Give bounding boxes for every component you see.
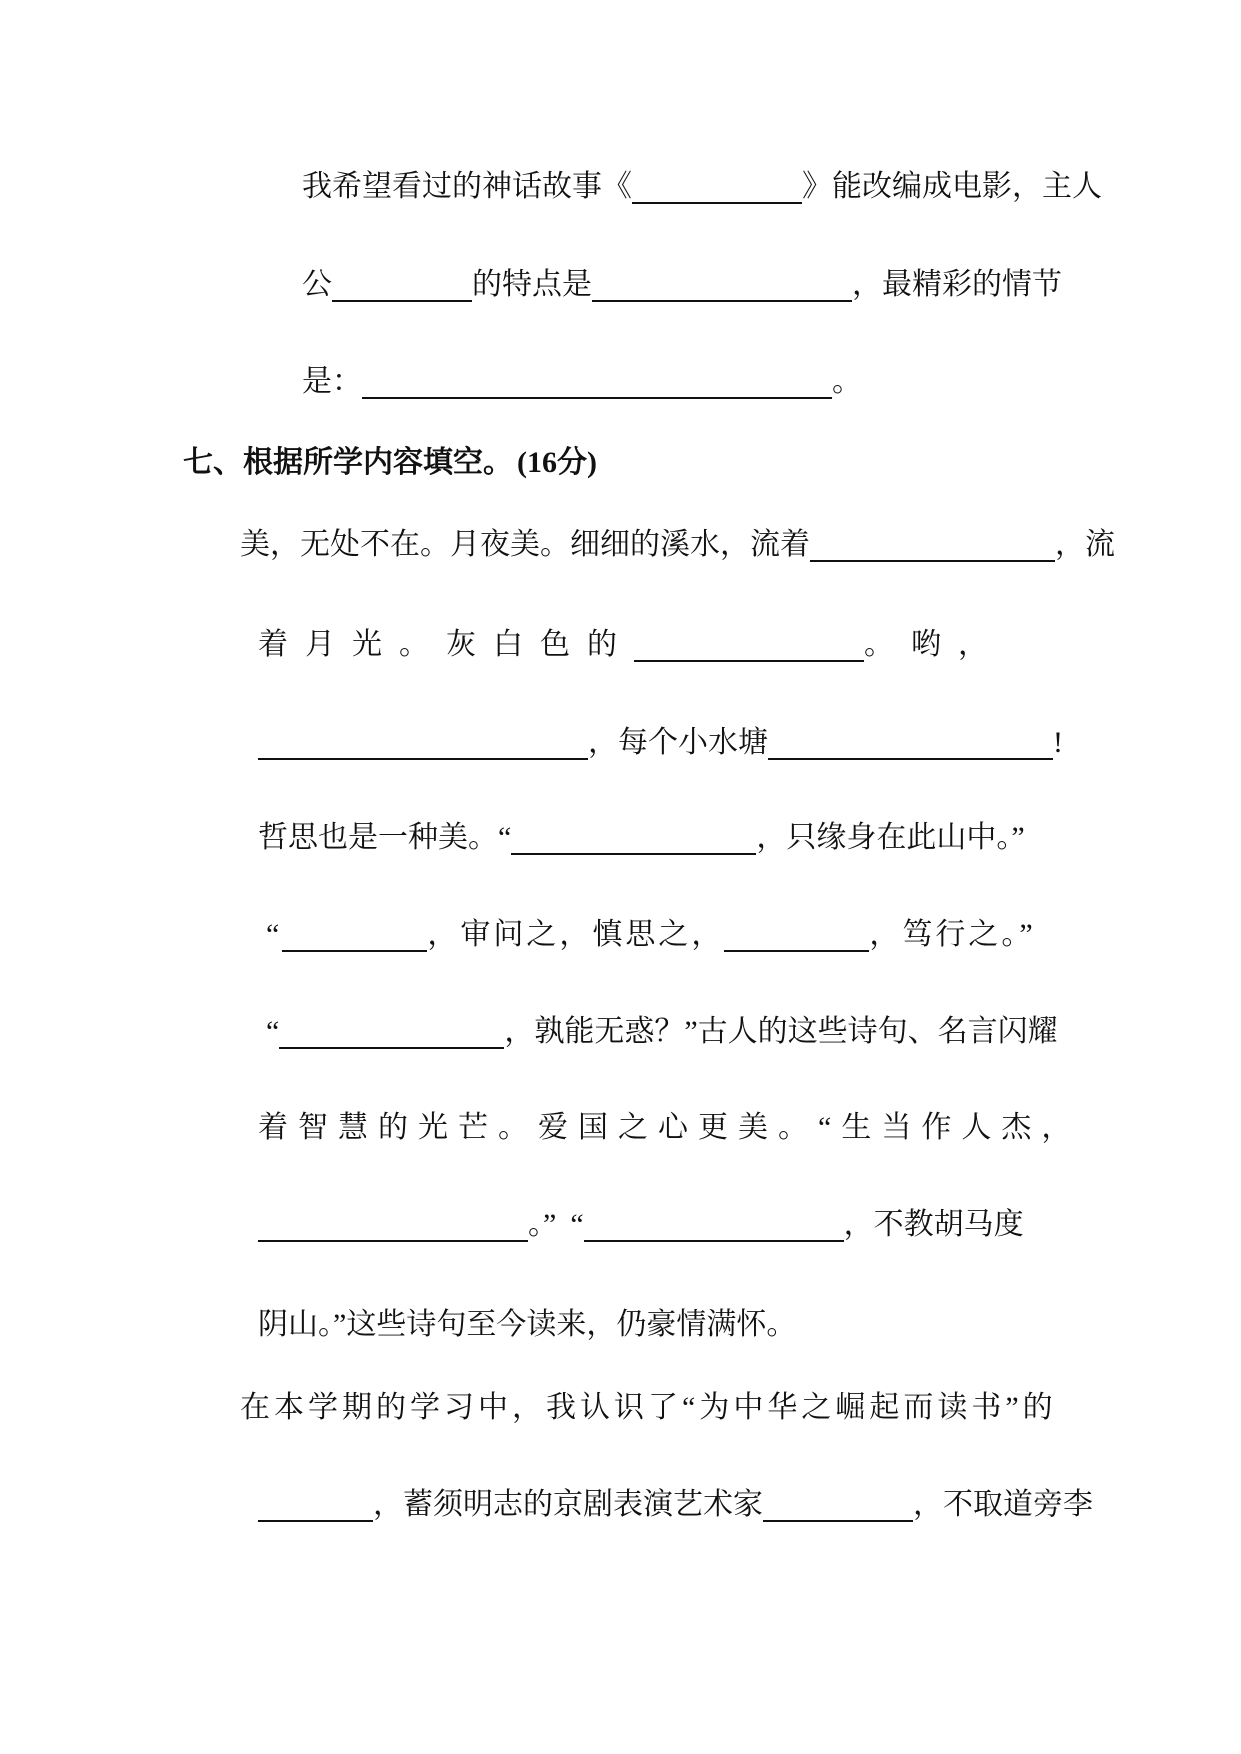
question7-p1-line-6 (266, 1011, 1058, 1053)
text-segment: ，最精彩的情节 (852, 268, 1062, 301)
text-segment: ，每个小水塘 (588, 726, 768, 759)
text-segment: “ (266, 918, 283, 951)
question6-line-3 (302, 361, 862, 403)
text-segment: ! (1053, 726, 1063, 759)
fill-in-blank (279, 1043, 504, 1049)
text-segment: ，孰能无惑？”古人的这些诗句、名言闪耀 (504, 1015, 1058, 1048)
question7-p1-line-1 (240, 524, 1115, 566)
text-segment: ，不教胡马度 (843, 1208, 1024, 1241)
question7-p1-line-3 (258, 722, 1063, 764)
fill-in-blank (258, 754, 588, 760)
question7-p1-line-8 (258, 1204, 1024, 1246)
text-segment: ，不取道旁李 (913, 1488, 1093, 1521)
text-segment: ，只缘身在此山中。” (756, 821, 1025, 854)
question7-p1-line-4 (258, 817, 1025, 859)
text-segment: “ (570, 1208, 584, 1241)
fill-in-blank (634, 656, 864, 662)
text-segment: ，流 (1055, 528, 1115, 561)
fill-in-blank (768, 754, 1053, 760)
text-segment: 。” (528, 1208, 557, 1241)
text-segment: 》能改编成电影，主人 (802, 170, 1102, 203)
text-segment: 在本学期的学习中，我认识了“为中华之崛起而读书”的 (240, 1391, 1057, 1424)
text-segment: 是： (302, 365, 362, 398)
fill-in-blank (282, 946, 427, 952)
text-segment: ，蓄须明志的京剧表演艺术家 (373, 1488, 763, 1521)
text-segment: ，笃行之。” (869, 918, 1036, 951)
question7-p2-line-2 (258, 1484, 1093, 1526)
text-segment: 。哟， (864, 628, 1005, 661)
fill-in-blank (632, 198, 802, 204)
question7-p1-line-2 (258, 624, 1005, 666)
section-7-points: (16分) (517, 446, 597, 479)
fill-in-blank (332, 296, 472, 302)
text-segment: ，审问之，慎思之， (427, 918, 725, 951)
question6-line-1 (302, 166, 1102, 208)
fill-in-blank (362, 393, 832, 399)
text-segment: 着月光。灰白色的 (258, 628, 634, 661)
fill-in-blank (258, 1236, 528, 1242)
section-7-heading (183, 442, 597, 484)
text-segment: 。 (832, 365, 862, 398)
text-segment: 的特点是 (472, 268, 592, 301)
text-segment: 着智慧的光芒。爱国之心更美。“生当作人杰， (258, 1111, 1082, 1144)
fill-in-blank (258, 1516, 373, 1522)
question7-p1-line-5 (266, 914, 1036, 956)
text-segment: “ (266, 1015, 280, 1048)
fill-in-blank (592, 296, 852, 302)
fill-in-blank (724, 946, 869, 952)
text-segment: 阴山。”这些诗句至今读来，仍豪情满怀。 (258, 1308, 797, 1341)
fill-in-blank (584, 1236, 844, 1242)
fill-in-blank (810, 556, 1055, 562)
text-segment: 公 (302, 268, 332, 301)
text-segment: 美，无处不在。月夜美。细细的溪水，流着 (240, 528, 810, 561)
text-segment: 哲思也是一种美。“ (258, 821, 512, 854)
fill-in-blank (763, 1516, 913, 1522)
text-segment: 我希望看过的神话故事《 (302, 170, 632, 203)
fill-in-blank (511, 849, 756, 855)
section-7-title: 七、根据所学内容填空。 (183, 446, 513, 479)
question7-p1-line-7 (258, 1107, 1081, 1149)
question7-p2-line-1 (240, 1387, 1057, 1429)
question7-p1-line-9 (258, 1304, 796, 1346)
question6-line-2 (302, 264, 1062, 306)
